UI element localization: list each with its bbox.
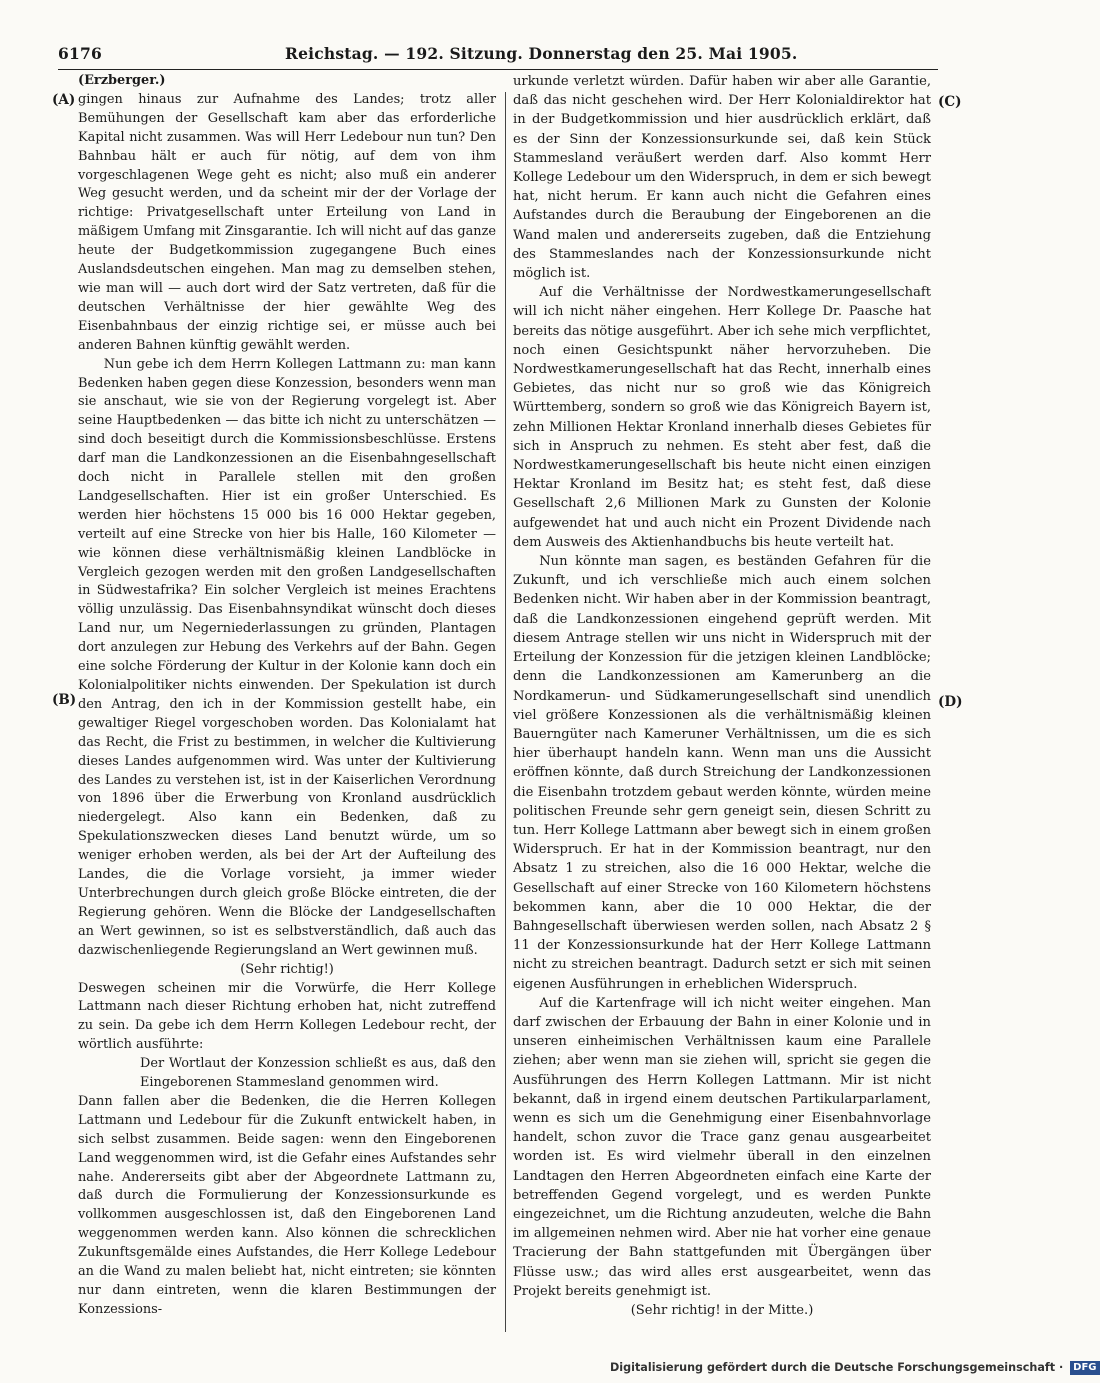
page-header: [58, 44, 938, 68]
paragraph: urkunde verletzt würden. Dafür haben wir aber alle Garantie, daß das nicht geschehen wird. Der Herr Kolonialdirektor hat in der Budgetkommission und hier ausdrücklich erklärt, daß es der Sinn der Konzessionsurkunde sei, daß kein Stück Stammesland veräußert werden darf. Also kommt Herr Kollege Ledebour um den Widerspruch, in dem er sich bewegt hat, nicht herum. Er kann auch nicht die Gefahren eines Aufstandes durch die Beraubung der Eingeborenen an die Wand malen und andererseits zugeben, daß die Entziehung des Stammeslandes nach der Konzessionsurkunde nicht möglich ist.: [513, 74, 931, 282]
margin-marker-b: (B): [52, 692, 77, 708]
header-rule: [58, 69, 938, 70]
column-divider: [505, 92, 506, 1332]
running-head: Reichstag. — 192. Sitzung. Donnerstag den 25. Mai 1905.: [285, 44, 798, 63]
footer-text: Digitalisierung gefördert durch die Deutsche Forschungsgemeinschaft ·: [610, 1361, 1064, 1374]
margin-marker-c: (C): [938, 94, 962, 110]
paragraph: gingen hinaus zur Aufnahme des Landes; trotz aller Bemühungen der Gesellschaft kam aber das erforderliche Kapital nicht zusammen. Was will Herr Ledebour nun tun? Den Bahnbau hält er auch für nötig, auf dem von ihm vorgeschlagenen Wege geht es nicht; also muß ein anderer Weg gesucht werden, und da scheint mir der der Vorlage der richtige: Privatgesellschaft unter Erteilung von Land in mäßigem Umfang mit Zinsgarantie. Ich will nicht auf das ganze heute der Budgetkommission zugegangene Buch eines Auslandsdeutschen eingehen. Man mag zu demselben stehen, wie man will — auch dort wird der Satz vertreten, daß für die deutschen Verhältnisse der hier gewählte Weg des Eisenbahnbaus der einzig richtige sei, er müsse auch bei anderen Bahnen künftig gewählt werden.: [78, 91, 496, 353]
interjection: (Sehr richtig!): [240, 961, 334, 977]
left-column: [78, 72, 496, 1320]
page-number: 6176: [58, 44, 102, 63]
paragraph: Deswegen scheinen mir die Vorwürfe, die Herr Kollege Lattmann nach dieser Richtung erhoben hat, nicht zutreffend zu sein. Da gebe ich dem Herrn Kollegen Ledebour recht, der wörtlich ausführte:: [78, 980, 496, 1053]
margin-marker-a: (A): [52, 92, 76, 108]
interjection: (Sehr richtig! in der Mitte.): [630, 1303, 814, 1318]
speaker-name: (Erzberger.): [78, 73, 166, 88]
paragraph: Auf die Kartenfrage will ich nicht weiter eingehen. Man darf zwischen der Erbauung der Bahn in einer Kolonie und in unseren einheimischen Verhältnissen kaum eine Parallele ziehen; aber wenn man sie ziehen will, spricht sie gegen die Ausführungen des Herrn Kollegen Lattmann. Mir ist nicht bekannt, daß in irgend einem deutschen Partikularparlament, wenn es sich um die Genehmigung einer Eisenbahnvorlage handelt, schon zuvor die Trace ganz genau ausgearbeitet worden ist. Es wird vielmehr überall in den einzelnen Landtagen den Herren Abgeordneten einfach eine Karte der betreffenden Gegend vorgelegt, und es werden Punkte eingezeichnet, um die Richtung anzudeuten, welche die Bahn im allgemeinen nehmen wird. Aber nie hat vorher eine genaue Tracierung der Bahn stattgefunden mit Übergängen über Flüsse usw.; das wird alles erst ausgearbeitet, wenn das Projekt bereits genehmigt ist.: [513, 995, 931, 1299]
quotation: Der Wortlaut der Konzession schließt es aus, daß den Eingeborenen Stammesland genommen wird.: [140, 1056, 496, 1091]
paragraph: Nun gebe ich dem Herrn Kollegen Lattmann zu: man kann Bedenken haben gegen diese Konzession, besonders wenn man sie anschaut, wie sie von der Regierung vorgelegt ist. Aber seine Hauptbedenken — das bitte ich nicht zu unterschätzen — sind doch beseitigt durch die Kommissionsbeschlüsse. Erstens darf man die Landkonzessionen an die Eisenbahngesellschaft doch nicht in Parallele stellen mit den großen Landgesellschaften. Hier ist ein großer Unterschied. Es werden hier höchstens 15 000 bis 16 000 Hektar gegeben, verteilt auf eine Strecke von hier bis Halle, 160 Kilometer — wie können diese verhältnismäßig kleinen Landblöcke in Vergleich gezogen werden mit den großen Landgesellschaften in Südwestafrika? Ein solcher Vergleich ist meines Erachtens völlig unzulässig. Das Eisenbahnsyndikat wünscht doch dieses Land nur, um Negerniederlassungen zu gründen, Plantagen dort anzulegen zur Hebung des Verkehrs auf der Bahn. Gegen eine solche Förderung der Kultur in der Kolonie kann doch ein Kolonialpolitiker nichts einwenden. Der Spekulation ist durch den Antrag, den ich in der Kommission gestellt habe, ein gewaltiger Riegel vorgeschoben worden. Das Kolonialamt hat das Recht, die Frist zu bestimmen, in welcher die Kultivierung dieses Landes aufgenommen wird. Was unter der Kultivierung des Landes zu verstehen ist, ist in der Kaiserlichen Verordnung von 1896 über die Erwerbung von Kronland ausdrücklich niedergelegt. Also kann ein Bedenken, daß zu Spekulationszwecken dieses Land benutzt würde, um so weniger erhoben werden, als bei der Art der Aufteilung des Landes, die die Vorlage vorsieht, ja immer wieder Unterbrechungen durch gleich große Blöcke eintreten, die der Regierung gehören. Wenn die Blöcke der Landgesellschaften an Wert gewinnen, so ist es selbstverständlich, daß auch das dazwischenliegende Regierungsland an Wert gewinnen muß.: [78, 356, 496, 958]
dfg-logo: DFG: [1070, 1361, 1099, 1375]
digitization-footer: [610, 1361, 1097, 1377]
margin-marker-d: (D): [938, 694, 963, 710]
paragraph: Nun könnte man sagen, es beständen Gefahren für die Zukunft, und ich verschließe mich auch einem solchen Bedenken nicht. Wir haben aber in der Kommission beantragt, daß die Landkonzessionen eingehend geprüft werden. Mit diesem Antrage stellen wir uns nicht in Widerspruch mit der Erteilung der Konzession für die jetzigen kleinen Landblöcke; denn die Landkonzessionen am Kamerunberg an die Nordkamerun- und Südkamerungesellschaft sind unendlich viel größere Konzessionen als die verhältnismäßig kleinen Bauerngüter nach Kameruner Verhältnissen, um die es sich hier überhaupt handeln kann. Wenn man uns die Aussicht eröffnen könnte, daß durch Streichung der Landkonzessionen die Eisenbahn trotzdem gebaut werden könnte, würden meine politischen Freunde sehr gern geneigt sein, diesen Schritt zu tun. Herr Kollege Lattmann aber bewegt sich in einem großen Widerspruch. Er hat in der Kommission beantragt, nur den Absatz 1 zu streichen, also die 16 000 Hektar, welche die Gesellschaft auf einer Strecke von 160 Kilometern höchstens bekommen kann, aber die 10 000 Hektar, die der Bahngesellschaft überwiesen werden sollen, nach Absatz 2 § 11 der Konzessionsurkunde hat der Herr Kollege Lattmann nicht zu streichen beantragt. Dadurch setzt er sich mit seinen eigenen Ausführungen in erheblichen Widerspruch.: [513, 554, 931, 992]
paragraph: Auf die Verhältnisse der Nordwestkamerungesellschaft will ich nicht näher eingehen. Herr Kollege Dr. Paasche hat bereits das nötige ausgeführt. Aber ich sehe mich verpflichtet, noch einen Gesichtspunkt näher hervorzuheben. Die Nordwestkamerungesellschaft hat das Recht, innerhalb eines Gebietes, das nicht nur so groß wie das Königreich Württemberg, sondern so groß wie das Königreich Bayern ist, zehn Millionen Hektar Kronland innerhalb dieses Gebietes für sich in Anspruch zu nehmen. Es steht aber fest, daß die Nordwestkamerungesellschaft bis heute nicht einen einzigen Hektar Kronland im Besitz hat; es steht fest, daß diese Gesellschaft 2,6 Millionen Mark zu Gunsten der Kolonie aufgewendet hat und auch nicht ein Prozent Dividende nach dem Ausweis des Aktienhandbuchs bis heute verteilt hat.: [513, 285, 931, 550]
right-column: [513, 72, 931, 1320]
paragraph: Dann fallen aber die Bedenken, die die Herren Kollegen Lattmann und Ledebour für die Zukunft entwickelt haben, in sich selbst zusammen. Beide sagen: wenn den Eingeborenen Land weggenommen wird, ist die Gefahr eines Aufstandes sehr nahe. Andererseits gibt aber der Abgeordnete Lattmann zu, daß durch die Formulierung der Konzessionsurkunde es vollkommen ausgeschlossen ist, daß den Eingeborenen Land weggenommen werden kann. Also können die schrecklichen Zukunftsgemälde eines Aufstandes, die Herr Kollege Ledebour an die Wand zu malen beliebt hat, nicht eintreten; sie könnten nur dann eintreten, wenn die klaren Bestimmungen der Konzessions-: [78, 1093, 496, 1317]
